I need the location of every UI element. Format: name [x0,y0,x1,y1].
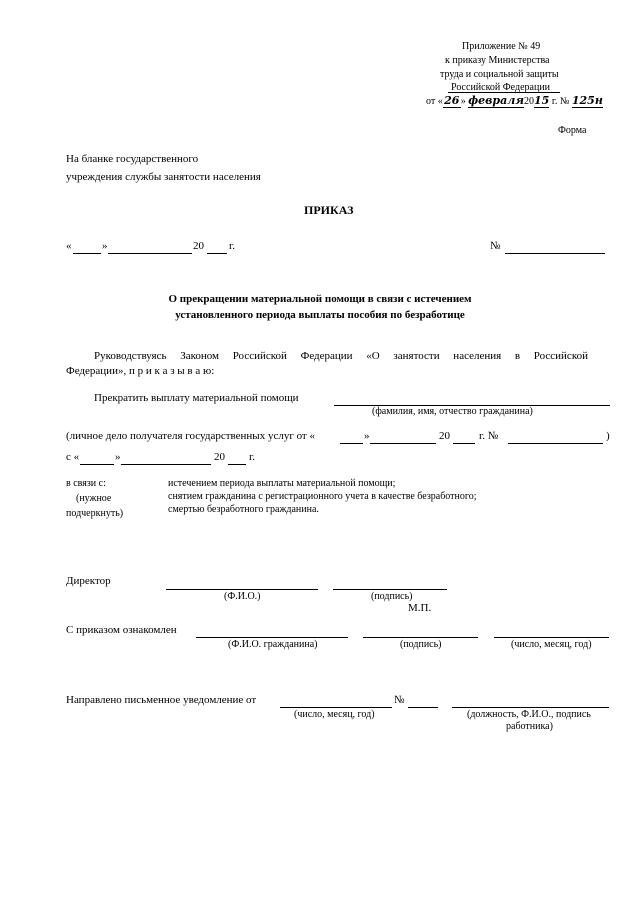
order-number-blank[interactable] [505,253,605,254]
case-year-prefix: 20 [439,430,450,442]
from-day-blank[interactable] [80,464,114,465]
reasons-hint-line-2: подчеркнуть) [66,508,124,519]
director-signature-caption: (подпись) [371,591,413,602]
order-month-blank[interactable] [108,253,192,254]
date-year-handwritten: 15 [534,94,550,107]
from-year-prefix: 20 [214,451,225,463]
case-paren-close: ) [606,430,610,442]
case-year-blank[interactable] [453,443,475,444]
reason-option-deregistered[interactable]: снятием гражданина с регистрационного учета в качестве безработного; [168,491,477,502]
from-year-g: г. [249,451,256,463]
date-month-handwritten: февраля [468,94,525,107]
notice-worker-blank[interactable] [452,707,609,708]
date-day-handwritten: 26 [444,94,460,107]
acquainted-date-caption: (число, месяц, год) [511,639,592,650]
body-paragraph-line-1: Руководствуясь Законом Российской Федерации «О занятости населения в Российской [94,350,588,362]
appendix-line-rf: Российской Федерации [451,82,551,93]
from-year-blank[interactable] [228,464,246,465]
date-after-year: г. № [551,96,570,107]
seal-place-label: М.П. [408,602,432,614]
citizen-fio-caption: (фамилия, имя, отчество гражданина) [372,406,533,417]
case-quote-close: » [364,430,370,442]
case-file-text: (личное дело получателя государственных услуг от « [66,430,315,442]
notice-date-blank[interactable] [280,707,392,708]
case-number-blank[interactable] [508,443,603,444]
date-mid: » [460,96,466,107]
stop-payment-text: Прекратить выплату материальной помощи [94,392,299,404]
director-label: Директор [66,575,111,587]
order-number-sign: № [490,240,501,252]
reasons-hint-line-1: (нужное [76,493,112,504]
date-year-prefix: 20 [524,96,535,107]
subject-line-1: О прекращении материальной помощи в связи с истечением [168,293,472,305]
case-g-number: г. № [479,430,499,442]
acquainted-fio-blank[interactable] [196,637,348,638]
page-title: ПРИКАЗ [304,203,354,217]
director-fio-blank[interactable] [166,589,318,590]
reason-option-expired[interactable]: истечением периода выплаты материальной помощи; [168,478,396,489]
notice-worker-caption-line-2: работника) [506,721,553,732]
acquainted-signature-blank[interactable] [363,637,478,638]
director-signature-blank[interactable] [333,589,447,590]
blank-line-2: учреждения службы занятости населения [66,171,261,183]
notice-number-blank[interactable] [408,707,438,708]
order-date-close-quote: » [102,240,108,252]
order-number-handwritten: 125н [571,94,603,107]
body-paragraph-line-2: Федерации», п р и к а з ы в а ю: [66,365,215,377]
acquainted-fio-caption: (Ф.И.О. гражданина) [228,639,318,650]
order-year-g: г. [229,240,236,252]
case-day-blank[interactable] [340,443,363,444]
appendix-line-ministry: к приказу Министерства [445,55,550,66]
acquainted-label: С приказом ознакомлен [66,624,177,636]
reason-option-death[interactable]: смертью безработного гражданина. [168,504,319,515]
notice-label: Направлено письменное уведомление от [66,694,257,706]
date-prefix: от « [426,96,443,107]
from-date-text: с « [66,451,80,463]
order-year-blank[interactable] [207,253,227,254]
blank-line-1: На бланке государственного [66,153,199,165]
subject-line-2: установленного периода выплаты пособия по безработице [175,309,465,321]
order-day-blank[interactable] [73,253,101,254]
reasons-label: в связи с: [66,478,106,489]
order-year-prefix: 20 [193,240,204,252]
from-quote-close: » [115,451,121,463]
notice-worker-caption-line-1: (должность, Ф.И.О., подпись [467,709,591,720]
acquainted-signature-caption: (подпись) [400,639,442,650]
order-date-open-quote: « [66,240,72,252]
appendix-underline [448,92,560,93]
director-fio-caption: (Ф.И.О.) [224,591,261,602]
appendix-date [426,94,603,108]
form-label: Форма [558,125,587,136]
appendix-number: Приложение № 49 [462,41,541,52]
acquainted-date-blank[interactable] [494,637,609,638]
notice-date-caption: (число, месяц, год) [294,709,375,720]
from-month-blank[interactable] [121,464,211,465]
case-month-blank[interactable] [370,443,436,444]
notice-number-sign: № [394,694,405,706]
appendix-line-labor: труда и социальной защиты [440,69,559,80]
